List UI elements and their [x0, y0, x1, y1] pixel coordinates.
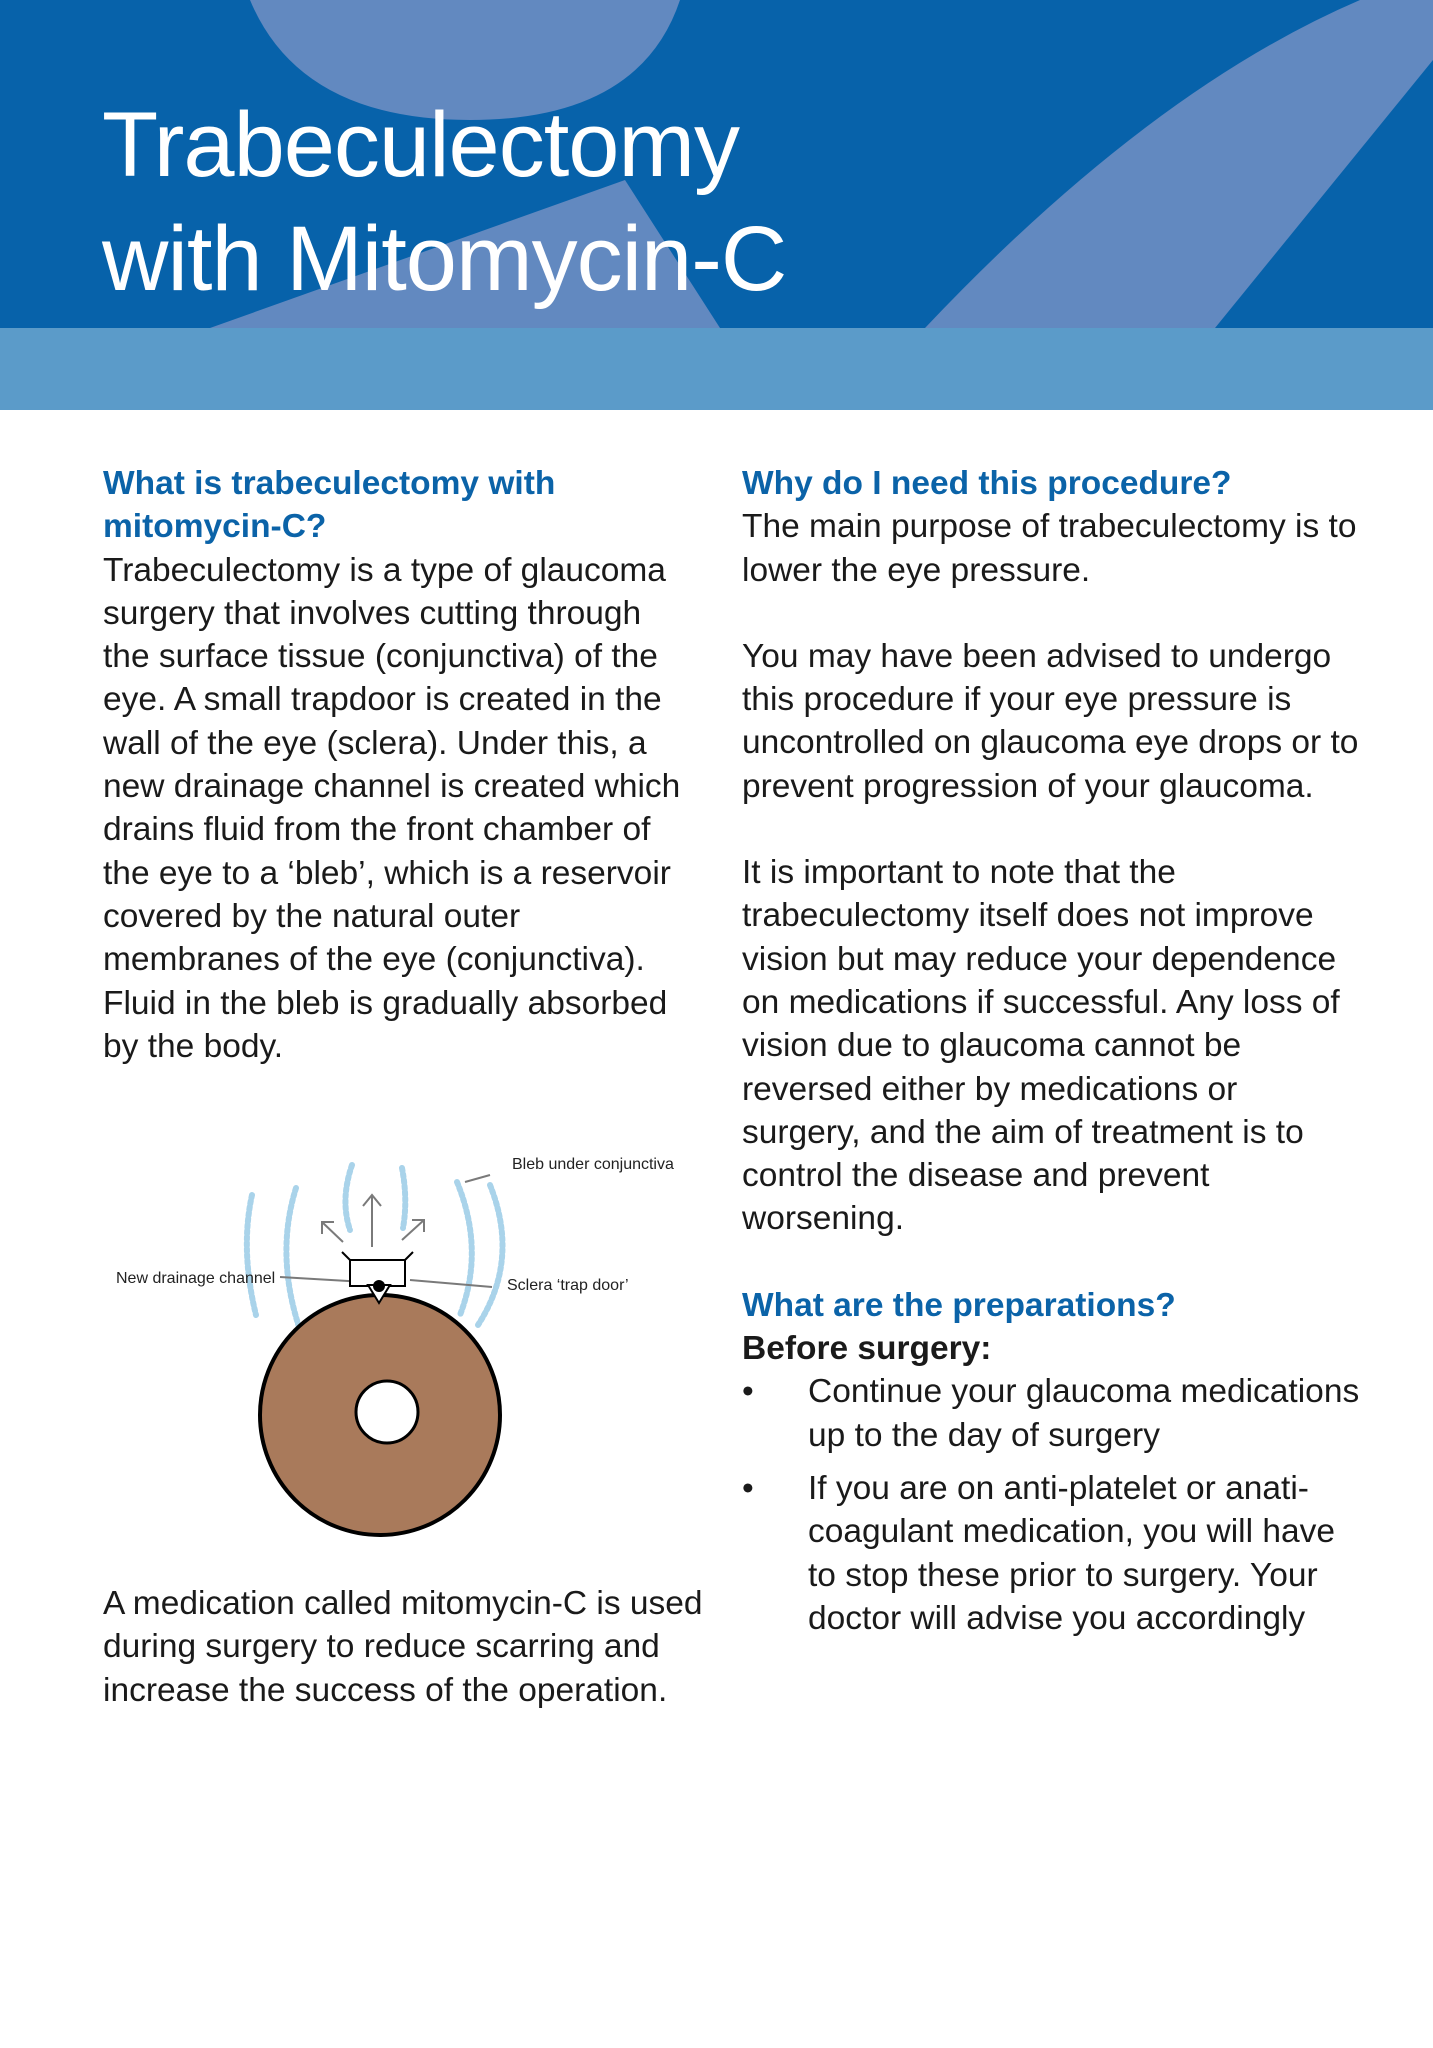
list-item-text: Continue your glaucoma medications up to the day of surgery [808, 1373, 1360, 1454]
bullet-icon: • [742, 1373, 754, 1411]
mitomycin-caption: A medication called mitomycin-C is used during surgery to reduce scarring and increase the success of the operation. [103, 1585, 703, 1709]
section-heading-why: Why do I need this procedure? [742, 465, 1232, 502]
why-para-1: The main purpose of trabeculectomy is to lower the eye pressure. [742, 508, 1357, 589]
section-heading-preparations: What are the preparations? [742, 1286, 1176, 1324]
left-column [103, 462, 683, 1068]
list-item [742, 1467, 1362, 1640]
header-banner [0, 0, 1433, 328]
title-line-2: with Mitomycin-C [102, 208, 787, 310]
header-band [0, 328, 1433, 410]
eye-diagram [100, 1140, 700, 1540]
label-bleb: Bleb under conjunctiva [512, 1156, 674, 1173]
what-is-body: Trabeculectomy is a type of glaucoma surgery that involves cutting through the surface tissue (conjunctiva) of the eye. A small trapdoor is created in the wall of the eye (sclera). Under this, a new drainage channel is created which drains fluid from the front chamber of the eye to a ‘bleb’, which is a reservoir covered by the natural outer membranes of the eye (conjunctiva). Fluid in the bleb is gradually absorbed by the body. [103, 551, 681, 1065]
label-trap-door: Sclera ‘trap door’ [507, 1277, 629, 1294]
list-item-text: If you are on anti-platelet or anati-coagulant medication, you will have to stop these prior to surgery. Your doctor will advise you accordingly [808, 1469, 1336, 1637]
why-para-3: It is important to note that the trabeculectomy itself does not improve vision but may reduce your dependence on medications if successful. Any loss of vision due to glaucoma cannot be reversed either by medications or surgery, and the aim of treatment is to control the disease and prevent worsening. [742, 854, 1340, 1238]
preparations-list [742, 1370, 1362, 1640]
label-drainage-channel: New drainage channel [116, 1270, 276, 1287]
section-heading-what-is: What is trabeculectomy with mitomycin-C? [103, 465, 556, 546]
page-title [102, 88, 786, 316]
before-surgery-subheading: Before surgery: [742, 1330, 992, 1368]
why-para-2: You may have been advised to undergo this procedure if your eye pressure is uncontrolled on glaucoma eye drops or to prevent progression of your glaucoma. [742, 637, 1359, 805]
bullet-icon: • [742, 1469, 754, 1507]
right-column [742, 462, 1362, 1650]
list-item [742, 1370, 1362, 1457]
title-line-1: Trabeculectomy [102, 94, 740, 196]
